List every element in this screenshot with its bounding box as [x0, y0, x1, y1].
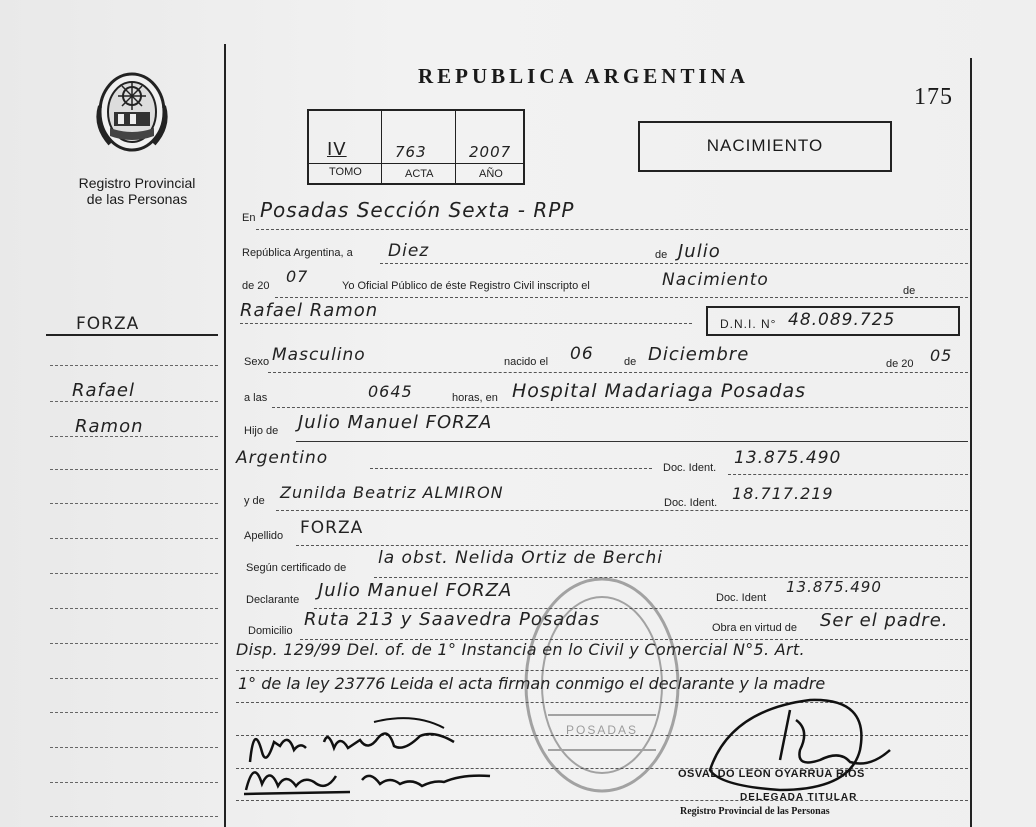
anio-value: 2007 [469, 143, 512, 161]
doc-type-box [638, 121, 892, 172]
margin-given-2: Ramon [75, 416, 144, 437]
nacido-day: 06 [570, 344, 594, 364]
alas-label: a las [244, 392, 268, 404]
sexo-value: Masculino [272, 345, 366, 365]
nac-rule [370, 468, 652, 469]
day-value: Diez [388, 241, 430, 261]
madre-doc-label: Doc. Ident. [664, 497, 718, 509]
certificado-value: la obst. Nelida Ortiz de Berchi [378, 548, 663, 568]
padre-doc: 13.875.490 [734, 448, 842, 468]
madre-value: Zunilda Beatriz ALMIRON [280, 483, 504, 502]
de20-label: de 20 [242, 280, 270, 292]
margin-rule [50, 747, 218, 748]
declarante-doc-label: Doc. Ident [716, 592, 767, 604]
en-rule [256, 229, 968, 230]
padre-value: Julio Manuel FORZA [298, 412, 493, 433]
margin-rule [50, 712, 218, 713]
form-left-border [224, 44, 226, 827]
margin-rule [50, 365, 218, 366]
de-label: de [655, 249, 668, 261]
apellido-value: FORZA [300, 518, 364, 538]
year-value: 07 [286, 267, 309, 286]
obra-value: Ser el padre. [820, 610, 949, 631]
alas-rule [272, 407, 968, 408]
nota-line-2: 1° de la ley 23776 Leida el acta firman conmigo el declarante y la madre [238, 674, 826, 693]
sexo-label: Sexo [244, 356, 270, 368]
month-value: Julio [678, 241, 721, 262]
tomo-label: TOMO [329, 166, 362, 178]
en-label: En [242, 212, 256, 224]
tomo-value: IV [327, 139, 347, 160]
margin-rule [50, 538, 218, 539]
nacido-label: nacido el [504, 356, 549, 368]
inscripto-value: Nacimiento [662, 270, 769, 290]
doc-type-label: NACIMIENTO [706, 136, 824, 155]
nombre-value: Rafael Ramon [240, 300, 379, 321]
registry-name-line2: de las Personas [86, 191, 188, 207]
de-label-2: de [903, 285, 916, 297]
dni-box [706, 306, 960, 336]
margin-rule [50, 401, 218, 402]
margin-rule [50, 436, 218, 437]
certificado-label: Según certificado de [246, 562, 347, 574]
page-title: REPUBLICA ARGENTINA [418, 64, 749, 88]
nombre-rule [240, 323, 692, 324]
madre-doc: 18.717.219 [732, 484, 834, 503]
hijo-label: Hijo de [244, 425, 279, 437]
declarante-label: Declarante [246, 594, 300, 606]
declarante-doc: 13.875.490 [786, 578, 882, 596]
margin-surname-rule [46, 334, 218, 336]
mother-signature [240, 752, 510, 807]
hijo-rule [296, 441, 968, 442]
official-stamp [522, 575, 682, 795]
margin-given-1: Rafael [72, 380, 135, 401]
anio-label: AÑO [479, 168, 503, 180]
de20b-label: de 20 [886, 358, 914, 370]
margin-rule [50, 573, 218, 574]
registry-seal-logo [90, 66, 174, 158]
doc-ident-label: Doc. Ident. [663, 462, 717, 474]
registry-name-line1: Registro Provincial [78, 175, 196, 191]
nacido-month: Diciembre [648, 344, 750, 365]
official-name: OSVALDO LEON OYARRUA RIOS [678, 768, 865, 780]
margin-rule [50, 469, 218, 470]
stamp-center-text: POSADAS [565, 723, 639, 737]
margin-rule [50, 503, 218, 504]
acta-value: 763 [395, 143, 427, 161]
apellido-label: Apellido [244, 530, 284, 542]
nacido-de-label: de [624, 356, 637, 368]
domicilio-label: Domicilio [248, 625, 293, 637]
acta-label: ACTA [405, 168, 434, 180]
obra-label: Obra en virtud de [712, 622, 797, 634]
oficial-label: Yo Oficial Público de éste Registro Civil inscripto el [342, 280, 590, 292]
en-value: Posadas Sección Sexta - RPP [260, 198, 575, 222]
official-signature [700, 690, 900, 805]
horas-label: horas, en [452, 392, 498, 404]
nacido-year: 05 [930, 346, 953, 365]
page-number: 175 [914, 84, 953, 110]
sexo-rule [268, 372, 968, 373]
padre-nac-value: Argentino [236, 448, 329, 468]
margin-rule [50, 643, 218, 644]
yde-label: y de [244, 495, 265, 507]
padre-doc-rule [728, 474, 968, 475]
margin-rule [50, 608, 218, 609]
yde-rule [276, 510, 968, 511]
official-title: DELEGADA TITULAR [740, 792, 858, 803]
form-right-border [970, 58, 972, 827]
official-registry: Registro Provincial de las Personas [680, 806, 830, 817]
margin-rule [50, 678, 218, 679]
domicilio-value: Ruta 213 y Saavedra Posadas [304, 609, 601, 630]
republica-rule [380, 263, 968, 264]
registry-name [52, 175, 222, 207]
republica-label: República Argentina, a [242, 247, 353, 259]
de20-rule [275, 297, 968, 298]
margin-rule [50, 816, 218, 817]
dni-value: 48.089.725 [788, 310, 896, 330]
lugar-value: Hospital Madariaga Posadas [512, 380, 807, 402]
nota-line-1: Disp. 129/99 Del. of. de 1° Instancia en lo Civil y Comercial N°5. Art. [236, 640, 805, 659]
margin-surname: FORZA [76, 314, 140, 334]
margin-rule [50, 782, 218, 783]
declarante-value: Julio Manuel FORZA [318, 580, 513, 601]
apellido-rule [296, 545, 968, 546]
dni-label: D.N.I. N° [720, 317, 777, 331]
record-box [307, 109, 525, 185]
hora-value: 0645 [368, 382, 413, 401]
